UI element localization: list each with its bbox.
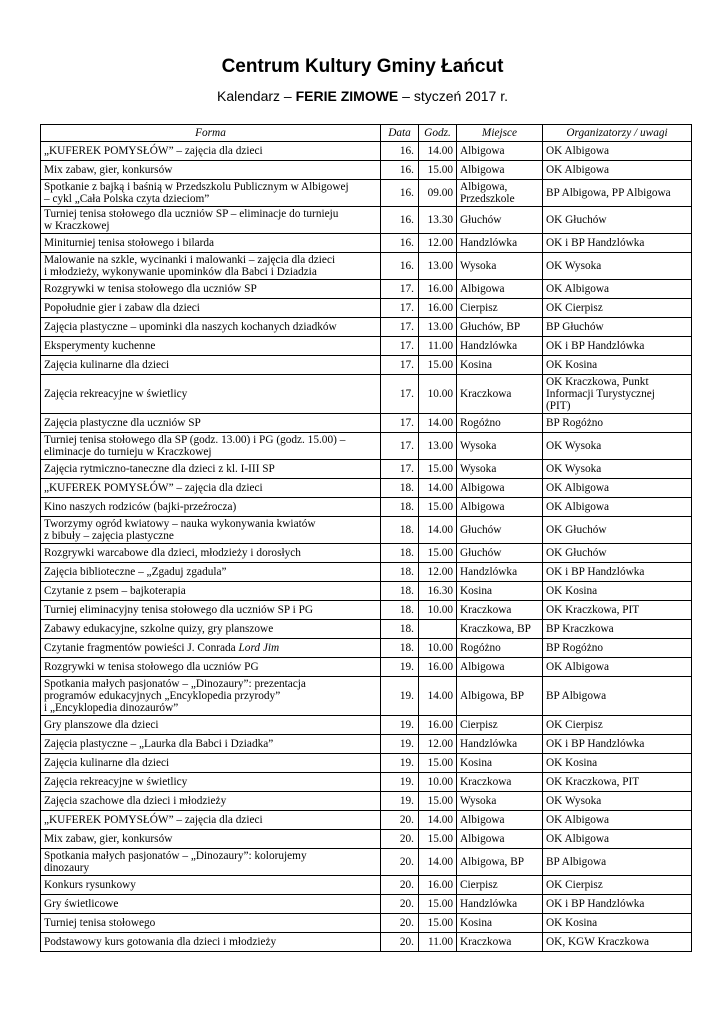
table-row [41, 460, 692, 479]
cell-data: 16. [381, 207, 419, 234]
cell-data: 19. [381, 716, 419, 735]
table-row [41, 639, 692, 658]
cell-organizatorzy: OK Albigowa [543, 830, 692, 849]
table-row [41, 754, 692, 773]
cell-data: 20. [381, 914, 419, 933]
cell-godz: 11.00 [419, 933, 457, 952]
cell-forma: Rozgrywki w tenisa stołowego dla uczniów PG [41, 658, 381, 677]
cell-miejsce: Albigowa [457, 161, 543, 180]
cell-forma: Konkurs rysunkowy [41, 876, 381, 895]
cell-data: 20. [381, 933, 419, 952]
cell-miejsce: Głuchów [457, 517, 543, 544]
table-row [41, 849, 692, 876]
cell-godz: 12.00 [419, 234, 457, 253]
cell-forma: Zabawy edukacyjne, szkolne quizy, gry planszowe [41, 620, 381, 639]
table-row [41, 563, 692, 582]
cell-data: 18. [381, 601, 419, 620]
cell-forma: Zajęcia kulinarne dla dzieci [41, 356, 381, 375]
cell-data: 18. [381, 544, 419, 563]
cell-organizatorzy: OK Albigowa [543, 161, 692, 180]
cell-organizatorzy: OK, KGW Kraczkowa [543, 933, 692, 952]
cell-miejsce: Handzlówka [457, 563, 543, 582]
cell-forma: Czytanie z psem – bajkoterapia [41, 582, 381, 601]
cell-data: 17. [381, 318, 419, 337]
cell-godz: 15.00 [419, 356, 457, 375]
cell-data: 16. [381, 142, 419, 161]
cell-forma: Gry planszowe dla dzieci [41, 716, 381, 735]
table-row [41, 544, 692, 563]
cell-miejsce: Handzlówka [457, 895, 543, 914]
table-row [41, 280, 692, 299]
column-header-organizatorzy: Organizatorzy / uwagi [543, 125, 692, 142]
cell-data: 17. [381, 433, 419, 460]
cell-data: 17. [381, 280, 419, 299]
cell-miejsce: Albigowa [457, 658, 543, 677]
table-row [41, 876, 692, 895]
cell-data: 19. [381, 773, 419, 792]
page-title: Centrum Kultury Gminy Łańcut [221, 56, 504, 77]
cell-godz: 16.30 [419, 582, 457, 601]
subtitle-suffix: – styczeń 2017 r. [398, 88, 508, 104]
cell-forma: „KUFEREK POMYSŁÓW” – zajęcia dla dzieci [41, 142, 381, 161]
cell-miejsce: Albigowa [457, 830, 543, 849]
page-subtitle [0, 88, 725, 104]
table-row [41, 933, 692, 952]
cell-organizatorzy: OK Kraczkowa, PIT [543, 773, 692, 792]
cell-organizatorzy: OK Kosina [543, 356, 692, 375]
cell-forma: Tworzymy ogród kwiatowy – nauka wykonywania kwiatów z bibuły – zajęcia plastyczne [41, 517, 381, 544]
cell-miejsce: Kraczkowa [457, 601, 543, 620]
cell-data: 20. [381, 876, 419, 895]
table-row [41, 914, 692, 933]
table-row [41, 433, 692, 460]
cell-organizatorzy: OK Albigowa [543, 479, 692, 498]
cell-organizatorzy: OK i BP Handzlówka [543, 337, 692, 356]
cell-organizatorzy: OK Cierpisz [543, 716, 692, 735]
cell-godz: 14.00 [419, 479, 457, 498]
cell-forma: Zajęcia biblioteczne – „Zgaduj zgadula” [41, 563, 381, 582]
cell-miejsce: Cierpisz [457, 299, 543, 318]
cell-miejsce: Głuchów, BP [457, 318, 543, 337]
cell-godz: 09.00 [419, 180, 457, 207]
cell-forma: Zajęcia kulinarne dla dzieci [41, 754, 381, 773]
cell-miejsce: Handzlówka [457, 735, 543, 754]
cell-godz: 16.00 [419, 716, 457, 735]
cell-organizatorzy: OK Wysoka [543, 433, 692, 460]
cell-organizatorzy: OK Cierpisz [543, 299, 692, 318]
cell-forma: Rozgrywki warcabowe dla dzieci, młodzieży i dorosłych [41, 544, 381, 563]
cell-data: 18. [381, 479, 419, 498]
table-row [41, 620, 692, 639]
cell-godz: 13.00 [419, 433, 457, 460]
cell-data: 18. [381, 620, 419, 639]
cell-miejsce: Głuchów [457, 207, 543, 234]
cell-forma: Miniturniej tenisa stołowego i bilarda [41, 234, 381, 253]
cell-miejsce: Albigowa [457, 142, 543, 161]
cell-miejsce: Wysoka [457, 792, 543, 811]
cell-godz: 15.00 [419, 914, 457, 933]
cell-godz: 14.00 [419, 142, 457, 161]
table-row [41, 830, 692, 849]
table-row [41, 716, 692, 735]
cell-godz: 14.00 [419, 517, 457, 544]
cell-godz: 14.00 [419, 677, 457, 716]
cell-godz: 15.00 [419, 498, 457, 517]
cell-godz: 10.00 [419, 639, 457, 658]
cell-organizatorzy: OK Albigowa [543, 498, 692, 517]
cell-godz: 15.00 [419, 754, 457, 773]
cell-data: 19. [381, 658, 419, 677]
cell-organizatorzy: OK Głuchów [543, 517, 692, 544]
cell-organizatorzy: BP Albigowa [543, 677, 692, 716]
cell-data: 19. [381, 754, 419, 773]
cell-godz: 15.00 [419, 830, 457, 849]
cell-forma: Zajęcia rytmiczno-taneczne dla dzieci z kl. I-III SP [41, 460, 381, 479]
cell-forma: Spotkanie z bajką i baśnią w Przedszkolu Publicznym w Albigowej – cykl „Cała Polska czyta dzieciom” [41, 180, 381, 207]
cell-miejsce: Rogóżno [457, 414, 543, 433]
table-row [41, 735, 692, 754]
cell-miejsce: Kraczkowa [457, 773, 543, 792]
cell-miejsce: Albigowa [457, 280, 543, 299]
cell-organizatorzy: OK i BP Handzlówka [543, 563, 692, 582]
book-title: Lord Jim [238, 642, 280, 654]
cell-forma: Gry świetlicowe [41, 895, 381, 914]
cell-data: 18. [381, 517, 419, 544]
cell-data: 20. [381, 811, 419, 830]
table-row [41, 142, 692, 161]
cell-organizatorzy: OK Cierpisz [543, 876, 692, 895]
table-header-row [41, 125, 692, 142]
cell-forma: Mix zabaw, gier, konkursów [41, 830, 381, 849]
cell-organizatorzy: OK Wysoka [543, 460, 692, 479]
cell-godz: 16.00 [419, 876, 457, 895]
cell-forma: Zajęcia szachowe dla dzieci i młodzieży [41, 792, 381, 811]
table-row [41, 161, 692, 180]
cell-organizatorzy: OK Kosina [543, 582, 692, 601]
table-row [41, 658, 692, 677]
cell-organizatorzy: OK Wysoka [543, 792, 692, 811]
cell-miejsce: Albigowa [457, 479, 543, 498]
table-row [41, 356, 692, 375]
cell-miejsce: Cierpisz [457, 876, 543, 895]
cell-miejsce: Kraczkowa [457, 933, 543, 952]
cell-godz: 14.00 [419, 414, 457, 433]
cell-godz: 15.00 [419, 161, 457, 180]
table-row [41, 601, 692, 620]
cell-organizatorzy: OK i BP Handzlówka [543, 234, 692, 253]
cell-data: 16. [381, 180, 419, 207]
cell-miejsce: Głuchów [457, 544, 543, 563]
cell-data: 18. [381, 639, 419, 658]
cell-miejsce: Albigowa, Przedszkole [457, 180, 543, 207]
cell-forma: Popołudnie gier i zabaw dla dzieci [41, 299, 381, 318]
cell-miejsce: Wysoka [457, 253, 543, 280]
cell-miejsce: Kosina [457, 582, 543, 601]
cell-godz: 14.00 [419, 849, 457, 876]
cell-organizatorzy: BP Rogóżno [543, 414, 692, 433]
events-table [40, 124, 692, 952]
cell-miejsce: Handzlówka [457, 337, 543, 356]
cell-organizatorzy: OK Kosina [543, 914, 692, 933]
cell-forma: Turniej tenisa stołowego dla SP (godz. 13.00) i PG (godz. 15.00) – eliminacje do turnieju w Kraczkowej [41, 433, 381, 460]
cell-godz [419, 620, 457, 639]
column-header-godz: Godz. [419, 125, 457, 142]
table-row [41, 517, 692, 544]
cell-forma: „KUFEREK POMYSŁÓW” – zajęcia dla dzieci [41, 479, 381, 498]
cell-data: 16. [381, 234, 419, 253]
cell-forma: Zajęcia plastyczne – upominki dla naszych kochanych dziadków [41, 318, 381, 337]
cell-miejsce: Albigowa, BP [457, 677, 543, 716]
cell-miejsce: Kraczkowa, BP [457, 620, 543, 639]
cell-forma: Malowanie na szkle, wycinanki i malowanki – zajęcia dla dzieci i młodzieży, wykonywanie upominków dla Babci i Dziadzia [41, 253, 381, 280]
column-header-data: Data [381, 125, 419, 142]
cell-forma: Spotkania małych pasjonatów – „Dinozaury”: kolorujemy dinozaury [41, 849, 381, 876]
table-row [41, 253, 692, 280]
table-row [41, 375, 692, 414]
cell-forma: Zajęcia rekreacyjne w świetlicy [41, 773, 381, 792]
cell-forma: Turniej eliminacyjny tenisa stołowego dla uczniów SP i PG [41, 601, 381, 620]
table-row [41, 792, 692, 811]
table-row [41, 498, 692, 517]
cell-data: 17. [381, 337, 419, 356]
cell-data: 19. [381, 677, 419, 716]
cell-data: 19. [381, 792, 419, 811]
cell-miejsce: Rogóżno [457, 639, 543, 658]
table-row [41, 811, 692, 830]
cell-miejsce: Cierpisz [457, 716, 543, 735]
table-body [41, 142, 692, 952]
cell-forma: Zajęcia plastyczne dla uczniów SP [41, 414, 381, 433]
column-header-forma: Forma [41, 125, 381, 142]
cell-miejsce: Albigowa, BP [457, 849, 543, 876]
table-row [41, 773, 692, 792]
cell-miejsce: Albigowa [457, 811, 543, 830]
cell-organizatorzy: OK i BP Handzlówka [543, 895, 692, 914]
cell-godz: 13.00 [419, 318, 457, 337]
cell-organizatorzy: OK i BP Handzlówka [543, 735, 692, 754]
cell-godz: 10.00 [419, 773, 457, 792]
cell-organizatorzy: BP Głuchów [543, 318, 692, 337]
cell-godz: 13.30 [419, 207, 457, 234]
cell-godz: 10.00 [419, 601, 457, 620]
cell-forma: Turniej tenisa stołowego [41, 914, 381, 933]
cell-forma: Zajęcia plastyczne – „Laurka dla Babci i Dziadka” [41, 735, 381, 754]
cell-godz: 14.00 [419, 811, 457, 830]
cell-godz: 15.00 [419, 460, 457, 479]
subtitle-bold: FERIE ZIMOWE [295, 88, 399, 104]
cell-godz: 11.00 [419, 337, 457, 356]
cell-godz: 15.00 [419, 544, 457, 563]
table-row [41, 582, 692, 601]
cell-data: 20. [381, 849, 419, 876]
cell-data: 17. [381, 375, 419, 414]
subtitle-prefix: Kalendarz – [216, 88, 296, 104]
cell-miejsce: Kosina [457, 356, 543, 375]
cell-data: 16. [381, 253, 419, 280]
cell-organizatorzy: OK Kraczkowa, Punkt Informacji Turystycznej (PIT) [543, 375, 692, 414]
cell-godz: 12.00 [419, 735, 457, 754]
column-header-miejsce: Miejsce [457, 125, 543, 142]
cell-miejsce: Albigowa [457, 498, 543, 517]
cell-organizatorzy: OK Albigowa [543, 811, 692, 830]
cell-organizatorzy: OK Kosina [543, 754, 692, 773]
cell-data: 19. [381, 735, 419, 754]
cell-forma: Spotkania małych pasjonatów – „Dinozaury”: prezentacja programów edukacyjnych „Encyklopedia przyrody” i „Encyklopedia dinozaurów” [41, 677, 381, 716]
cell-godz: 15.00 [419, 895, 457, 914]
cell-miejsce: Wysoka [457, 433, 543, 460]
cell-organizatorzy: BP Rogóżno [543, 639, 692, 658]
cell-data: 18. [381, 582, 419, 601]
table-row [41, 414, 692, 433]
cell-data: 17. [381, 460, 419, 479]
table-row [41, 299, 692, 318]
cell-godz: 10.00 [419, 375, 457, 414]
table-row [41, 207, 692, 234]
cell-miejsce: Kraczkowa [457, 375, 543, 414]
table-row [41, 677, 692, 716]
cell-organizatorzy: OK Albigowa [543, 658, 692, 677]
cell-miejsce: Handzlówka [457, 234, 543, 253]
cell-data: 18. [381, 498, 419, 517]
table-row [41, 895, 692, 914]
cell-organizatorzy: OK Głuchów [543, 544, 692, 563]
cell-data: 18. [381, 563, 419, 582]
cell-forma: Czytanie fragmentów powieści J. Conrada Lord Jim [41, 639, 381, 658]
cell-forma: „KUFEREK POMYSŁÓW” – zajęcia dla dzieci [41, 811, 381, 830]
cell-forma: Mix zabaw, gier, konkursów [41, 161, 381, 180]
cell-miejsce: Kosina [457, 754, 543, 773]
table-row [41, 318, 692, 337]
cell-forma: Podstawowy kurs gotowania dla dzieci i młodzieży [41, 933, 381, 952]
cell-organizatorzy: BP Kraczkowa [543, 620, 692, 639]
cell-data: 17. [381, 299, 419, 318]
cell-organizatorzy: OK Wysoka [543, 253, 692, 280]
cell-miejsce: Kosina [457, 914, 543, 933]
cell-data: 20. [381, 895, 419, 914]
cell-godz: 12.00 [419, 563, 457, 582]
cell-godz: 16.00 [419, 299, 457, 318]
table-row [41, 479, 692, 498]
cell-godz: 16.00 [419, 658, 457, 677]
cell-data: 17. [381, 414, 419, 433]
cell-data: 16. [381, 161, 419, 180]
cell-forma: Rozgrywki w tenisa stołowego dla uczniów SP [41, 280, 381, 299]
cell-godz: 16.00 [419, 280, 457, 299]
cell-organizatorzy: OK Kraczkowa, PIT [543, 601, 692, 620]
cell-organizatorzy: OK Albigowa [543, 280, 692, 299]
cell-miejsce: Wysoka [457, 460, 543, 479]
cell-godz: 15.00 [419, 792, 457, 811]
cell-forma: Zajęcia rekreacyjne w świetlicy [41, 375, 381, 414]
cell-godz: 13.00 [419, 253, 457, 280]
table-row [41, 234, 692, 253]
table-row [41, 337, 692, 356]
cell-organizatorzy: OK Albigowa [543, 142, 692, 161]
table-row [41, 180, 692, 207]
cell-forma: Turniej tenisa stołowego dla uczniów SP – eliminacje do turnieju w Kraczkowej [41, 207, 381, 234]
cell-forma: Eksperymenty kuchenne [41, 337, 381, 356]
cell-data: 17. [381, 356, 419, 375]
cell-data: 20. [381, 830, 419, 849]
cell-organizatorzy: OK Głuchów [543, 207, 692, 234]
cell-organizatorzy: BP Albigowa [543, 849, 692, 876]
cell-organizatorzy: BP Albigowa, PP Albigowa [543, 180, 692, 207]
cell-forma: Kino naszych rodziców (bajki-przeźrocza) [41, 498, 381, 517]
